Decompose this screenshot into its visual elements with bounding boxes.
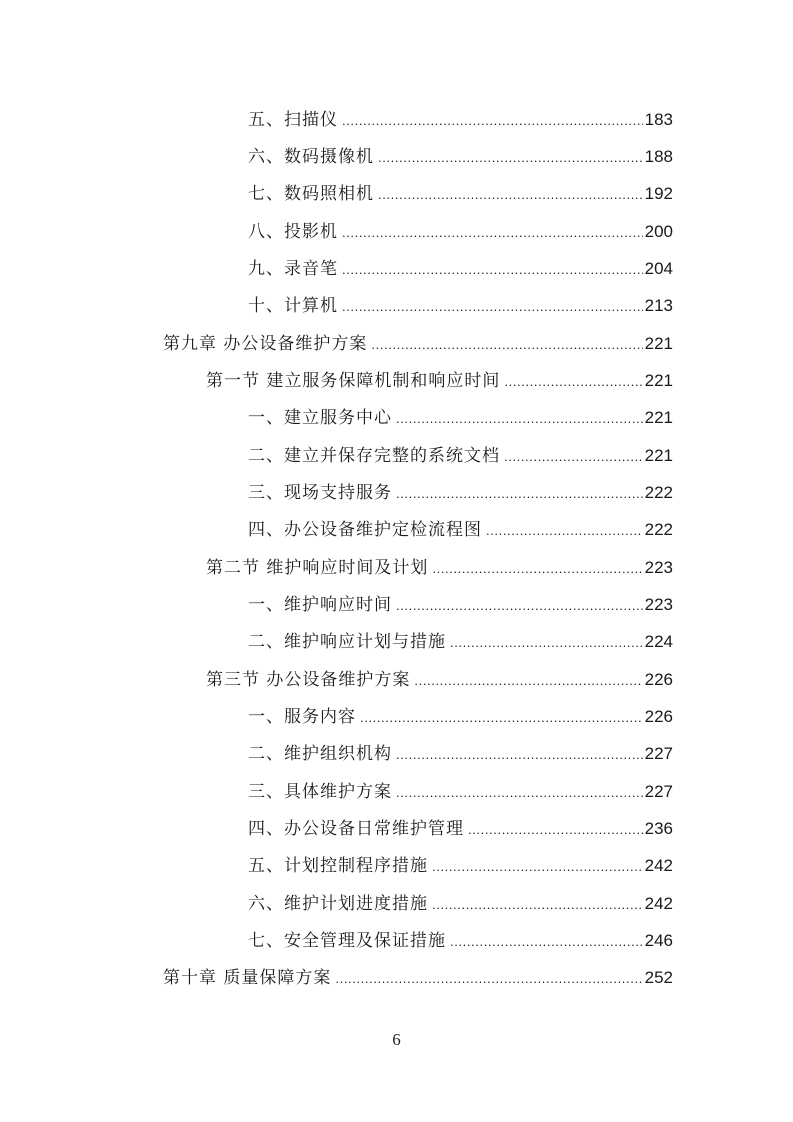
toc-entry[interactable] [248,705,673,729]
toc-section[interactable] [206,556,673,580]
toc-entry-title: 三、现场支持服务 [248,483,392,503]
toc-entry[interactable] [248,780,673,804]
toc-entry-title: 第三节 办公设备维护方案 [206,670,411,690]
toc-entry-title: 七、数码照相机 [248,184,374,204]
toc-entry-title: 二、建立并保存完整的系统文档 [248,446,500,466]
toc-entry[interactable] [248,444,673,468]
toc-entry-page: 221 [644,408,673,427]
leader-dots [504,446,643,468]
toc-entry[interactable] [248,182,673,206]
toc-entry-page: 204 [644,259,673,278]
toc-entry[interactable] [248,220,673,244]
toc-entry[interactable] [248,108,673,132]
leader-dots [371,334,642,356]
leader-dots [335,968,642,990]
leader-dots [378,184,643,206]
toc-entry-page: 223 [644,595,673,614]
leader-dots [342,296,643,318]
toc-entry-title: 四、办公设备维护定检流程图 [248,520,482,540]
toc-entry-page: 252 [644,968,673,987]
toc-entry-page: 222 [644,520,673,539]
leader-dots [504,371,642,393]
toc-entry[interactable] [248,892,673,916]
toc-entry-title: 八、投影机 [248,222,338,242]
toc-entry[interactable] [248,406,673,430]
leader-dots [378,147,643,169]
leader-dots [468,819,643,841]
leader-dots [396,744,643,766]
toc-entry-page: 221 [644,371,673,390]
toc-entry-title: 第十章 质量保障方案 [163,968,332,988]
toc-entry-title: 六、数码摄像机 [248,147,374,167]
leader-dots [450,931,643,953]
toc-entry-page: 226 [644,670,673,689]
toc-entry-title: 二、维护响应计划与措施 [248,632,446,652]
toc-entry-title: 一、服务内容 [248,707,356,727]
toc-entry-page: 213 [644,296,673,315]
toc-entry-title: 五、扫描仪 [248,110,338,130]
toc-entry-title: 九、录音笔 [248,259,338,279]
toc-section[interactable] [206,369,673,393]
toc-entry[interactable] [248,929,673,953]
toc-entry-page: 192 [644,184,673,203]
toc-entry[interactable] [248,294,673,318]
leader-dots [450,632,643,654]
page-number: 6 [392,1030,401,1049]
toc-entry-page: 183 [644,110,673,129]
toc-entry-page: 246 [644,931,673,950]
leader-dots [396,408,643,430]
toc-entry-page: 226 [644,707,673,726]
toc-entry-title: 第九章 办公设备维护方案 [163,334,368,354]
toc-chapter[interactable] [163,332,673,356]
toc-entry-page: 227 [644,782,673,801]
toc-entry-title: 六、维护计划进度措施 [248,894,428,914]
toc-entry-title: 一、建立服务中心 [248,408,392,428]
leader-dots [396,483,643,505]
leader-dots [414,670,642,692]
toc-entry[interactable] [248,145,673,169]
toc-entry[interactable] [248,854,673,878]
toc-entry[interactable] [248,481,673,505]
leader-dots [486,520,643,542]
toc-entry-title: 第一节 建立服务保障机制和响应时间 [206,371,501,391]
toc-entry-page: 242 [644,856,673,875]
toc-entry[interactable] [248,817,673,841]
toc-entry-page: 242 [644,894,673,913]
toc-entry[interactable] [248,742,673,766]
leader-dots [432,856,643,878]
toc-entry-title: 五、计划控制程序措施 [248,856,428,876]
toc-entry-title: 三、具体维护方案 [248,782,392,802]
toc-entry-title: 第二节 维护响应时间及计划 [206,558,429,578]
leader-dots [342,110,643,132]
toc-entry-title: 二、维护组织机构 [248,744,392,764]
toc-entry-title: 七、安全管理及保证措施 [248,931,446,951]
toc-entry-page: 221 [644,334,673,353]
leader-dots [396,782,643,804]
leader-dots [432,558,642,580]
toc-entry[interactable] [248,630,673,654]
toc-entry[interactable] [248,257,673,281]
toc-entry-page: 224 [644,632,673,651]
toc-entry-page: 223 [644,558,673,577]
toc-entry-page: 222 [644,483,673,502]
toc-entry[interactable] [248,518,673,542]
toc-entry-title: 一、维护响应时间 [248,595,392,615]
leader-dots [396,595,643,617]
toc-entry-page: 200 [644,222,673,241]
toc-entry-title: 四、办公设备日常维护管理 [248,819,464,839]
toc-entry-title: 十、计算机 [248,296,338,316]
toc-entry-page: 236 [644,819,673,838]
leader-dots [342,222,643,244]
leader-dots [360,707,643,729]
leader-dots [432,894,643,916]
toc-chapter[interactable] [163,966,673,990]
toc-entry-page: 221 [644,446,673,465]
toc-entry-page: 188 [644,147,673,166]
toc-entry-page: 227 [644,744,673,763]
toc-section[interactable] [206,668,673,692]
toc-entry[interactable] [248,593,673,617]
leader-dots [342,259,643,281]
